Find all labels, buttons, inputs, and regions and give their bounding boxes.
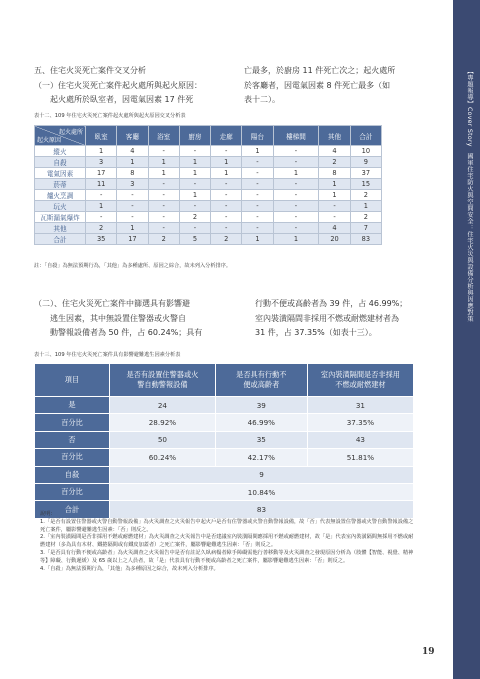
table-cell: - <box>179 201 210 212</box>
table-cell: 8 <box>117 168 148 179</box>
table-cell: 1 <box>117 157 148 168</box>
note-item: 1.「是否有設置住警器或火警自動警報設備」為火災調查之火災報告中起火戶是否有住警器或火警自動警報設備，故「否」代表無設置住警器或火警自動警報設備之死亡案件，屬影響避難逃生因素：「否」則反之。 <box>40 518 414 533</box>
table-cell: 4 <box>319 146 350 157</box>
section5-heading: 五、住宅火災死亡案件交叉分析 <box>34 66 146 75</box>
row-header: 百分比 <box>35 414 110 431</box>
table-cell: 8 <box>319 168 350 179</box>
column-header: 樓梯間 <box>273 126 319 146</box>
table-cell: 1 <box>242 234 273 245</box>
row-header: 合計 <box>35 501 110 518</box>
table-row <box>35 234 382 245</box>
table-cell: - <box>242 201 273 212</box>
table-cell: 50 <box>110 431 216 448</box>
table-row-merged <box>35 466 414 483</box>
table-cell: - <box>242 168 273 179</box>
section2-line: 逃生因素，其中無設置住警器或火警自 <box>50 313 186 323</box>
table-row <box>35 431 414 448</box>
table-cell: 1 <box>148 157 179 168</box>
table-cell: 2 <box>350 190 381 201</box>
column-header: 客廳 <box>117 126 148 146</box>
section5-right-column <box>244 64 444 108</box>
table-cell: - <box>273 179 319 190</box>
note-item: 3.「是否具有行動不便或高齡者」為火災調查之火災報告中是否有註記久臥病榻者障手障礙需他行善移動等及火災調查之發現原因分析為（肢體【智能、視覺、精神等】障礙、行動遲緩）及 65 歲以上之人員者，故「是」代表具有行動不便或高齡者之死亡案件，屬影響避難逃生因素：「否」則反之。 <box>40 549 414 564</box>
table13-evacuation-factors <box>34 363 414 519</box>
table-cell: - <box>273 157 319 168</box>
column-header-alarm: 是否有設置住警器或火警自動警報設備 <box>110 364 216 397</box>
table-cell: 7 <box>350 223 381 234</box>
table-cell: 5 <box>179 234 210 245</box>
table-cell: 1 <box>273 234 319 245</box>
table-cell: - <box>273 190 319 201</box>
table-cell: - <box>211 201 242 212</box>
table-cell: - <box>148 223 179 234</box>
row-header: 百分比 <box>35 483 110 500</box>
table-cell: - <box>242 223 273 234</box>
table-cell: 24 <box>110 397 216 414</box>
table-cell: - <box>273 146 319 157</box>
section2-line: 行動不便或高齡者為 39 件，占 46.99%； <box>255 299 408 308</box>
table-cell: 1 <box>211 157 242 168</box>
table-cell: 37.35% <box>307 414 413 431</box>
table-cell: - <box>273 201 319 212</box>
row-header: 否 <box>35 431 110 448</box>
table-cell: - <box>86 190 117 201</box>
table-row <box>35 449 414 466</box>
table-cell: - <box>179 146 210 157</box>
notes-title: 說明： <box>40 511 56 517</box>
table-cell: 83 <box>350 234 381 245</box>
table-cell: - <box>179 179 210 190</box>
column-header: 廚房 <box>179 126 210 146</box>
corner-label-cause: 起火原因 <box>37 137 62 144</box>
table-cell: 1 <box>242 146 273 157</box>
table-cell: - <box>242 157 273 168</box>
table-row <box>35 201 382 212</box>
table-cell: - <box>148 190 179 201</box>
section2-right-column <box>255 297 445 341</box>
table-cell: - <box>117 212 148 223</box>
row-header: 玩火 <box>35 201 86 212</box>
table-row <box>35 179 382 190</box>
table-cell: - <box>211 190 242 201</box>
table-cell: - <box>273 212 319 223</box>
column-header-mobility: 是否具有行動不便或高齡者 <box>215 364 307 397</box>
section2-line: 31 件，占 37.35%（如表十三）。 <box>255 328 377 337</box>
table-cell: 51.81% <box>307 449 413 466</box>
table-row <box>35 157 382 168</box>
table-cell: 1 <box>179 190 210 201</box>
table-cell: 1 <box>319 190 350 201</box>
section5-line: 於客廳者，因電氣因素 8 件死亡最多（如 <box>244 80 391 90</box>
table12-fire-location-cause <box>34 125 382 245</box>
row-header: 縱火 <box>35 146 86 157</box>
section2-left-column <box>34 297 234 341</box>
notes-block <box>40 511 415 573</box>
table12-corner-cell <box>35 126 86 146</box>
table-cell: 2 <box>319 157 350 168</box>
note-item: 4.「自殺」為無法預期行為，「其他」為多種原因之綜合，故未列入分析排序。 <box>40 565 219 572</box>
table-cell-merged: 9 <box>110 466 414 483</box>
table-cell: 1 <box>211 168 242 179</box>
column-header: 陽台 <box>242 126 273 146</box>
table-cell: 2 <box>148 234 179 245</box>
section2-line: 動警報設備者為 50 件，占 60.24%；具有 <box>50 328 203 337</box>
corner-label-location: 起火處所 <box>58 129 83 136</box>
table-row-merged <box>35 483 414 500</box>
table-row <box>35 223 382 234</box>
table-cell: - <box>86 212 117 223</box>
table-cell: - <box>148 146 179 157</box>
section5-left-column <box>34 64 224 108</box>
table-cell: 1 <box>179 168 210 179</box>
row-header: 自殺 <box>35 157 86 168</box>
table13-caption: 表十三、109 年住宅火災死亡案件具有影響避難逃生因素分析表 <box>34 352 181 358</box>
table-cell: - <box>242 212 273 223</box>
table-cell: 43 <box>307 431 413 448</box>
table-cell: 2 <box>86 223 117 234</box>
table-row <box>35 168 382 179</box>
table-row <box>35 146 382 157</box>
row-header: 合計 <box>35 234 86 245</box>
table-cell: - <box>117 190 148 201</box>
table-cell: - <box>242 190 273 201</box>
table-cell: - <box>211 212 242 223</box>
table-cell: 42.17% <box>215 449 307 466</box>
table-cell: 39 <box>215 397 307 414</box>
table-cell: - <box>148 201 179 212</box>
table-cell: 1 <box>273 168 319 179</box>
row-header: 電氣因素 <box>35 168 86 179</box>
table-cell-merged: 10.84% <box>110 483 414 500</box>
table-cell: 3 <box>117 179 148 190</box>
section5-line: 起火處所於臥室者，因電氣因素 17 件死 <box>50 95 194 104</box>
table-cell: 60.24% <box>110 449 216 466</box>
table-cell: 46.99% <box>215 414 307 431</box>
table-cell: - <box>242 179 273 190</box>
table-cell: 35 <box>215 431 307 448</box>
table-cell: - <box>319 201 350 212</box>
table-cell: 17 <box>117 234 148 245</box>
table-cell: - <box>148 179 179 190</box>
table-cell: - <box>273 223 319 234</box>
row-header: 是 <box>35 397 110 414</box>
table-cell: 37 <box>350 168 381 179</box>
table12-note: 註：「自殺」為無法預期行為，「其他」為多種處所、原因之綜合，故未列入分析排序。 <box>34 263 232 269</box>
table-cell: 2 <box>179 212 210 223</box>
table-cell: 11 <box>86 179 117 190</box>
table-cell: 1 <box>179 157 210 168</box>
section2-heading: （二）、住宅火災死亡案件中篩選具有影響避 <box>34 299 190 308</box>
table13-body <box>35 397 414 519</box>
table-cell: 35 <box>86 234 117 245</box>
page-number: 19 <box>422 647 435 657</box>
table-cell: - <box>211 223 242 234</box>
note-item: 2.「室內裝潢隔間是否非採用不燃或耐燃建材」為火災調查之火災報告中是否建議室內裝潢隔間應採用不燃或耐燃建材，故「是」代表室內裝潢隔間無採用不燃或耐燃建材（多為具有木材、鐵捲隔間或有鐵皮加蓋者）之死亡案件，屬影響避難逃生因素：「否」則反之。 <box>40 534 414 549</box>
table-cell: 1 <box>319 179 350 190</box>
table-cell: 1 <box>86 146 117 157</box>
table12-body <box>35 146 382 245</box>
column-header: 合計 <box>350 126 381 146</box>
table-cell: 9 <box>350 157 381 168</box>
section5-line: 亡最多，於廚房 11 件死亡次之；起火處所 <box>244 66 396 75</box>
sidebar-title: 【專題報導】Cover Story 國軍住宅防火與空間安全：住宅火災與設備分析與因應對策 <box>466 68 473 323</box>
table-cell: 17 <box>86 168 117 179</box>
column-header-item: 項目 <box>35 364 110 397</box>
table-row <box>35 397 414 414</box>
table-cell-merged: 83 <box>110 501 414 518</box>
table-cell: 3 <box>86 157 117 168</box>
table-cell: 1 <box>86 201 117 212</box>
table-cell: - <box>211 146 242 157</box>
table-cell: 1 <box>350 201 381 212</box>
table-cell: - <box>319 212 350 223</box>
section2-line: 室內裝潢隔間非採用不燃或耐燃建材者為 <box>255 313 399 323</box>
table-cell: - <box>211 179 242 190</box>
table-cell: 28.92% <box>110 414 216 431</box>
table-cell: 2 <box>350 212 381 223</box>
table-cell: 20 <box>319 234 350 245</box>
row-header: 自殺 <box>35 466 110 483</box>
section5-line: 表十二）。 <box>244 95 280 104</box>
sidebar-band <box>453 0 480 679</box>
table-cell: - <box>117 201 148 212</box>
table-row <box>35 190 382 201</box>
table-cell: 4 <box>117 146 148 157</box>
table12-caption: 表十二、109 年住宅火災死亡案件起火處所與起火原因交叉分析表 <box>34 113 186 119</box>
column-header: 臥室 <box>86 126 117 146</box>
row-header: 其他 <box>35 223 86 234</box>
column-header: 走廊 <box>211 126 242 146</box>
table-row <box>35 212 382 223</box>
table-cell: 10 <box>350 146 381 157</box>
table-row <box>35 414 414 431</box>
table-cell: - <box>148 212 179 223</box>
section5-subheading: （一）住宅火災死亡案件起火處所與起火原因： <box>34 80 202 90</box>
table-cell: - <box>179 223 210 234</box>
table-cell: 4 <box>319 223 350 234</box>
row-header: 爐火烹調 <box>35 190 86 201</box>
column-header: 其他 <box>319 126 350 146</box>
row-header: 菸蒂 <box>35 179 86 190</box>
row-header: 瓦斯漏氣爆炸 <box>35 212 86 223</box>
row-header: 百分比 <box>35 449 110 466</box>
table-cell: 31 <box>307 397 413 414</box>
column-header-material: 室內裝潢隔間是否非採用不燃或耐燃建材 <box>307 364 413 397</box>
table-cell: 15 <box>350 179 381 190</box>
column-header: 浴室 <box>148 126 179 146</box>
table-cell: 1 <box>117 223 148 234</box>
table-cell: 2 <box>211 234 242 245</box>
table-cell: 1 <box>148 168 179 179</box>
